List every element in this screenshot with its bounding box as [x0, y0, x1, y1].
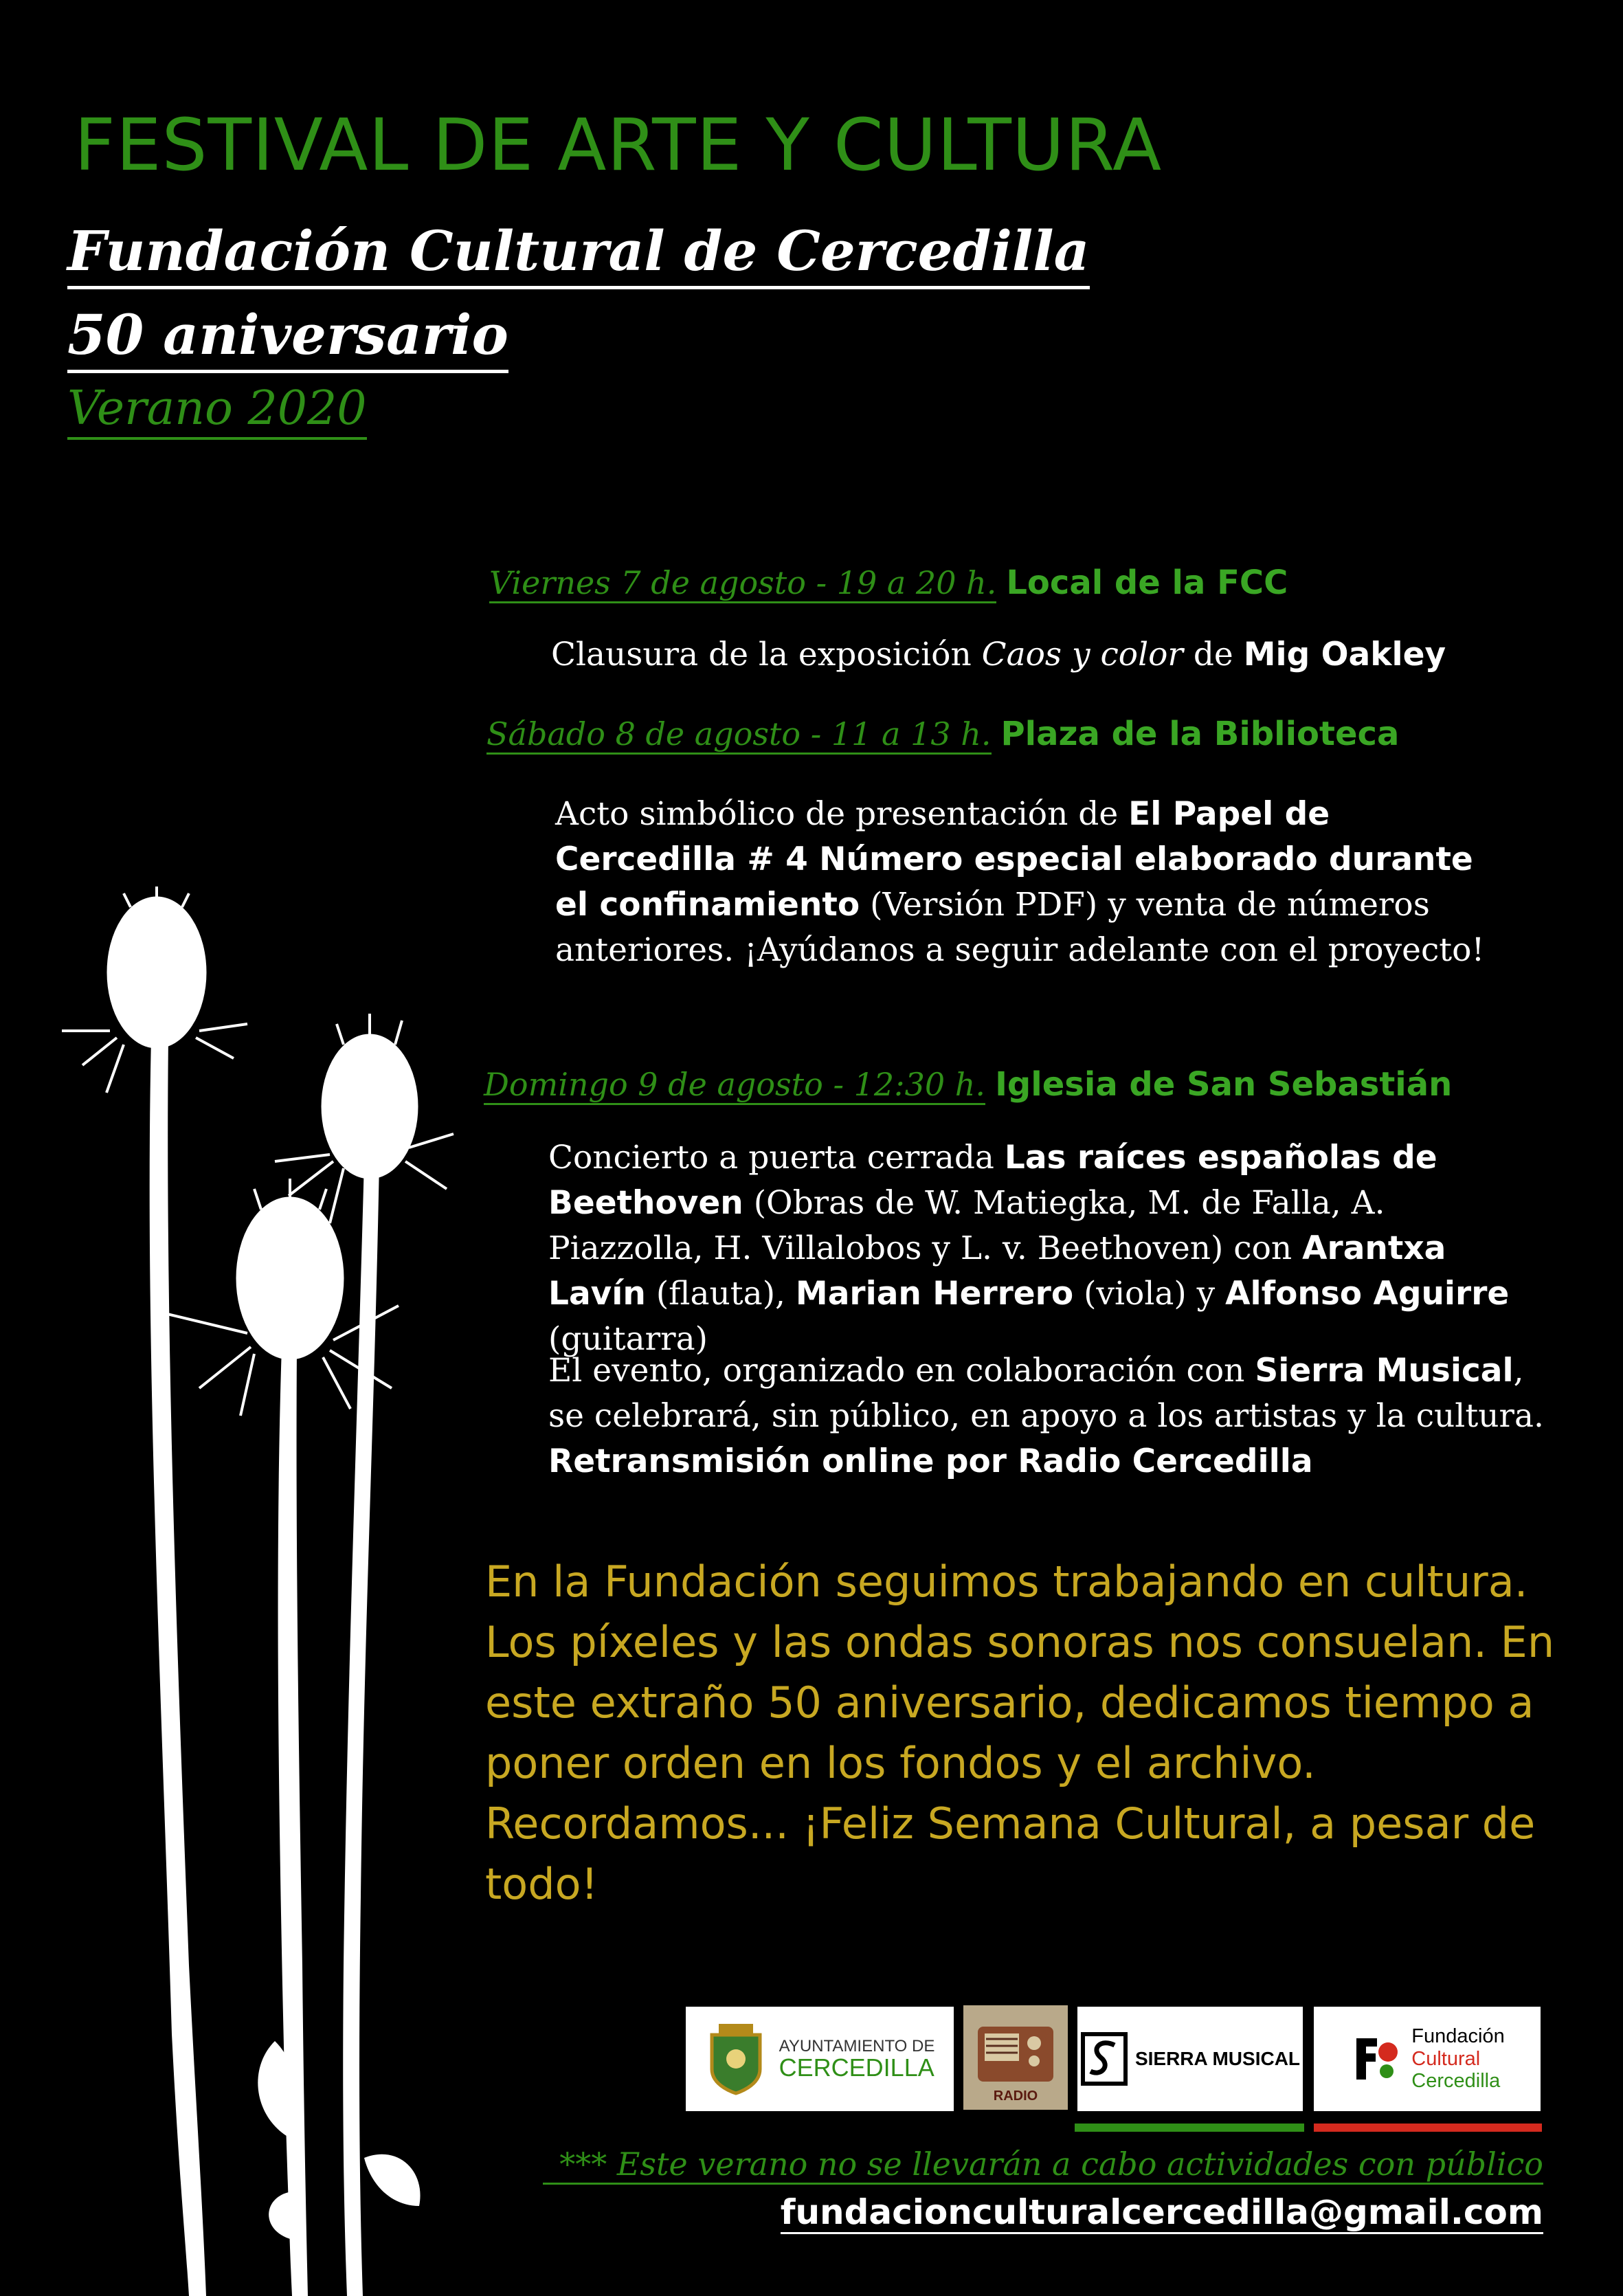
event-2-description: [555, 792, 1490, 973]
text-run: Caos y color: [981, 636, 1183, 673]
fcc-line2: Cultural: [1411, 2047, 1481, 2070]
fcc-line3: Cercedilla: [1411, 2070, 1501, 2093]
event-1-description: [551, 632, 1541, 678]
ayuntamiento-line2: CERCEDILLA: [779, 2053, 934, 2082]
radio-logo: [963, 2005, 1068, 2110]
text-run: Sierra Musical: [1255, 1352, 1514, 1390]
text-run: Marian Herrero: [795, 1275, 1074, 1313]
sierra-musical-logo: [1077, 2007, 1303, 2111]
text-run: (Versión PDF) y venta de números anteriores. ¡Ayúdanos a seguir adelante con el proyecto!: [555, 886, 1485, 969]
text-run: Mig Oakley: [1243, 636, 1446, 673]
text-run: Alfonso Aguirre: [1225, 1275, 1510, 1313]
event-2-header: [486, 715, 1399, 755]
coat-of-arms-icon: [705, 2021, 767, 2097]
ayuntamiento-logo: [686, 2007, 954, 2111]
text-run: El evento, organizado en colaboración con: [548, 1352, 1255, 1390]
text-run: Arantxa Lavín: [548, 1229, 1446, 1313]
event-2-date: Sábado 8 de agosto - 11 a 13 h.: [486, 715, 992, 755]
event-3-venue: Iglesia de San Sebastián: [995, 1065, 1453, 1104]
text-run: Retransmisión online por Radio Cercedilla: [548, 1442, 1313, 1480]
fcc-line1: Fundación: [1411, 2025, 1505, 2048]
text-run: Las raíces españolas de Beethoven: [548, 1139, 1437, 1222]
green-bar: [1075, 2124, 1304, 2132]
sierra-musical-label: SIERRA MUSICAL: [1134, 2048, 1301, 2069]
event-1-header: [489, 564, 1288, 603]
text-run: (guitarra): [548, 1320, 708, 1358]
foundation-title: Fundación Cultural de Cercedilla: [67, 219, 1090, 289]
event-3-header: [484, 1065, 1452, 1105]
text-run: Concierto a puerta cerrada: [548, 1139, 1005, 1177]
ayuntamiento-line1: AYUNTAMIENTO DE: [779, 2036, 935, 2055]
text-run: (Obras de W. Matiegka, M. de Falla, A. Piazzolla, H. Villalobos y L. v. Beethoven) con: [548, 1184, 1385, 1267]
fcc-icon: [1350, 2031, 1404, 2086]
event-3-note: [548, 1348, 1565, 1484]
text-run: El Papel de Cercedilla # 4 Número especial elaborado durante el confinamiento: [555, 795, 1473, 924]
festival-title: FESTIVAL DE ARTE Y CULTURA: [74, 103, 1163, 187]
event-1-venue: Local de la FCC: [1006, 564, 1288, 602]
event-3-description: [548, 1135, 1524, 1362]
text-run: de: [1183, 636, 1244, 673]
text-run: Clausura de la exposición: [551, 636, 982, 673]
closing-message: En la Fundación seguimos trabajando en cultura. Los píxeles y las ondas sonoras nos consuelan. En este extraño 50 aniversario, dedicamos tiempo a poner orden en los fondos y el archivo. Recordamos... ¡Feliz Semana Cultural, a pesar de todo!: [485, 1557, 1555, 1909]
sierra-musical-icon: [1080, 2031, 1128, 2086]
footer-note: *** Este verano no se llevarán a cabo actividades con público: [543, 2145, 1543, 2185]
radio-label: RADIO: [993, 2088, 1038, 2104]
fcc-logo: [1314, 2007, 1541, 2111]
text-run: (viola) y: [1073, 1275, 1226, 1313]
season-heading: Verano 2020: [67, 381, 367, 440]
red-bar: [1314, 2124, 1542, 2132]
text-run: , se celebrará, sin público, en apoyo a los artistas y la cultura.: [548, 1352, 1544, 1435]
thistle-illustration: [41, 866, 467, 2296]
text-run: Acto simbólico de presentación de: [555, 795, 1129, 833]
event-3-date: Domingo 9 de agosto - 12:30 h.: [484, 1066, 985, 1105]
text-run: (flauta),: [645, 1275, 796, 1313]
anniversary-heading: 50 aniversario: [67, 302, 508, 373]
contact-email-link[interactable]: fundacionculturalcercedilla@gmail.com: [781, 2192, 1543, 2234]
event-1-date: Viernes 7 de agosto - 19 a 20 h.: [489, 564, 996, 603]
event-2-venue: Plaza de la Biblioteca: [1000, 715, 1400, 753]
